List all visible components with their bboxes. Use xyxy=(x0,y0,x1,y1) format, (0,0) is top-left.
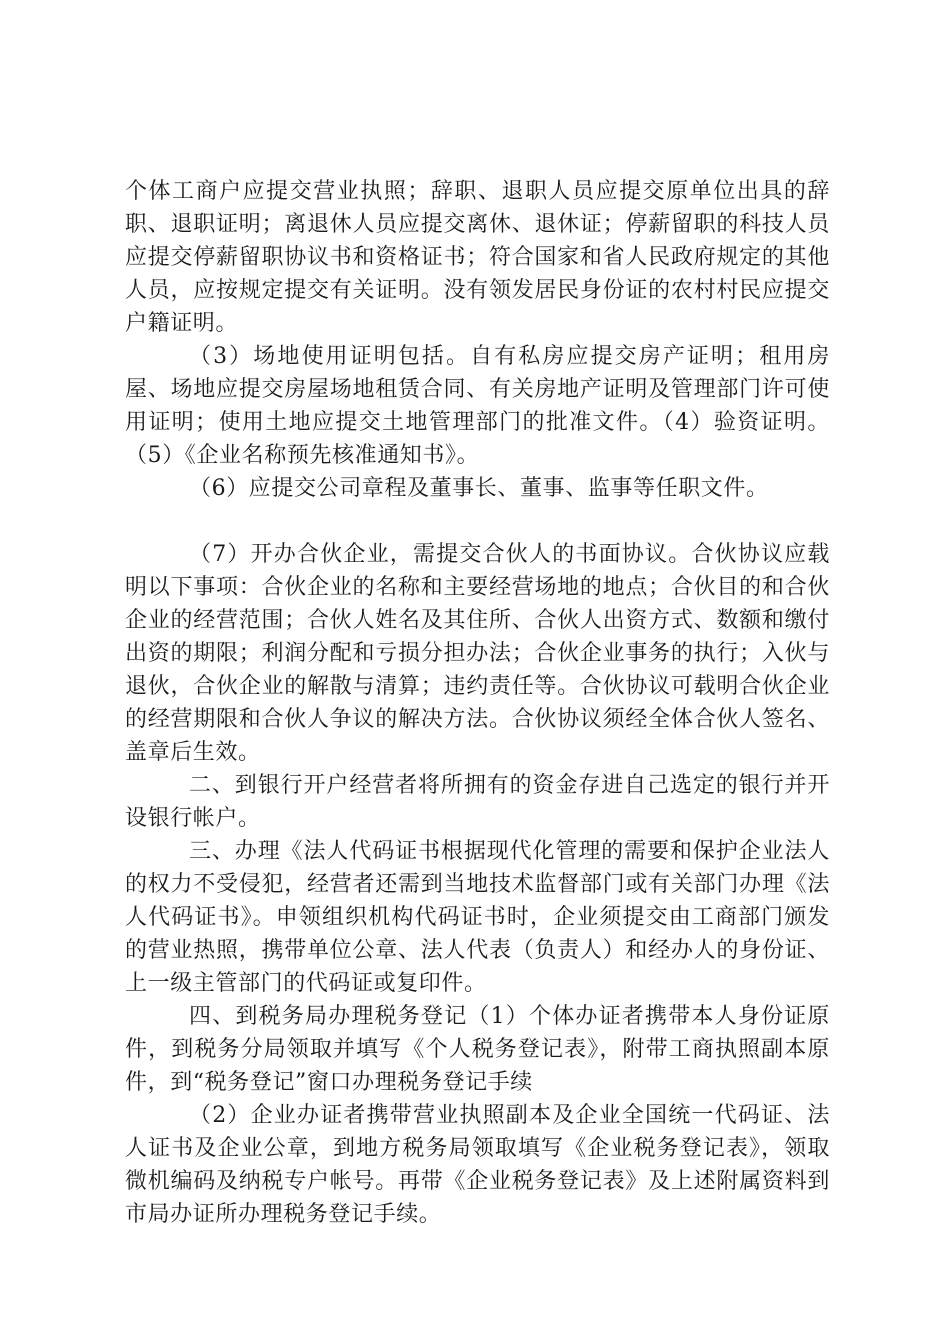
paragraph-company-charter: （6）应提交公司章程及董事长、董事、监事等任职文件。 xyxy=(189,476,769,501)
paragraph-required-certificates: 个体工商户应提交营业执照；辞职、退职人员应提交原单位出具的辞职、退职证明；离退休人员应提交离休、退休证；停薪留职的科技人员应提交停薪留职协议书和资格证书；符合国家和省人民政府规定的其他人员，应按规定提交有关证明。没有领发居民身份证的农村村民应提交户籍证明。 xyxy=(125,179,830,336)
document-body xyxy=(125,175,830,1231)
paragraph-spacer xyxy=(125,505,830,538)
paragraph-bank-account: 二、到银行开户经营者将所拥有的资金存进自己选定的银行并开设银行帐户。 xyxy=(125,773,830,831)
paragraph-legal-code-certificate: 三、办理《法人代码证书根据现代化管理的需要和保护企业法人的权力不受侵犯，经营者还需到当地技术监督部门或有关部门办理《法人代码证书》。申领组织机构代码证书时，企业须提交由工商部门颁发的营业热照，携带单位公章、法人代表（负责人）和经办人的身份证、上一级主管部门的代码证或复印件。 xyxy=(125,839,830,996)
paragraph-tax-registration-enterprise: （2）企业办证者携带营业执照副本及企业全国统一代码证、法人证书及企业公章，到地方税务局领取填写《企业税务登记表》，领取微机编码及纳税专户帐号。再带《企业税务登记表》及上述附属资料到市局办证所办理税务登记手续。 xyxy=(125,1103,830,1227)
paragraph-site-proof: （3）场地使用证明包括。自有私房应提交房产证明；租用房屋、场地应提交房屋场地租赁合同、有关房地产证明及管理部门许可使用证明；使用土地应提交土地管理部门的批准文件。（4）验资证明。（5）《企业名称预先核准通知书》。 xyxy=(125,344,830,468)
paragraph-partnership-agreement: （7）开办合伙企业，需提交合伙人的书面协议。合伙协议应载明以下事项：合伙企业的名称和主要经营场地的地点；合伙目的和合伙企业的经营范围；合伙人姓名及其住所、合伙人出资方式、数额和缴付出资的期限；利润分配和亏损分担办法；合伙企业事务的执行；入伙与退伙，合伙企业的解散与清算；违约责任等。合伙协议可载明合伙企业的经营期限和合伙人争议的解决方法。合伙协议须经全体合伙人签名、盖章后生效。 xyxy=(125,542,830,765)
paragraph-tax-registration-individual: 四、到税务局办理税务登记（1）个体办证者携带本人身份证原件，到税务分局领取并填写《个人税务登记表》，附带工商执照副本原件，到“税务登记”窗口办理税务登记手续 xyxy=(125,1004,830,1095)
